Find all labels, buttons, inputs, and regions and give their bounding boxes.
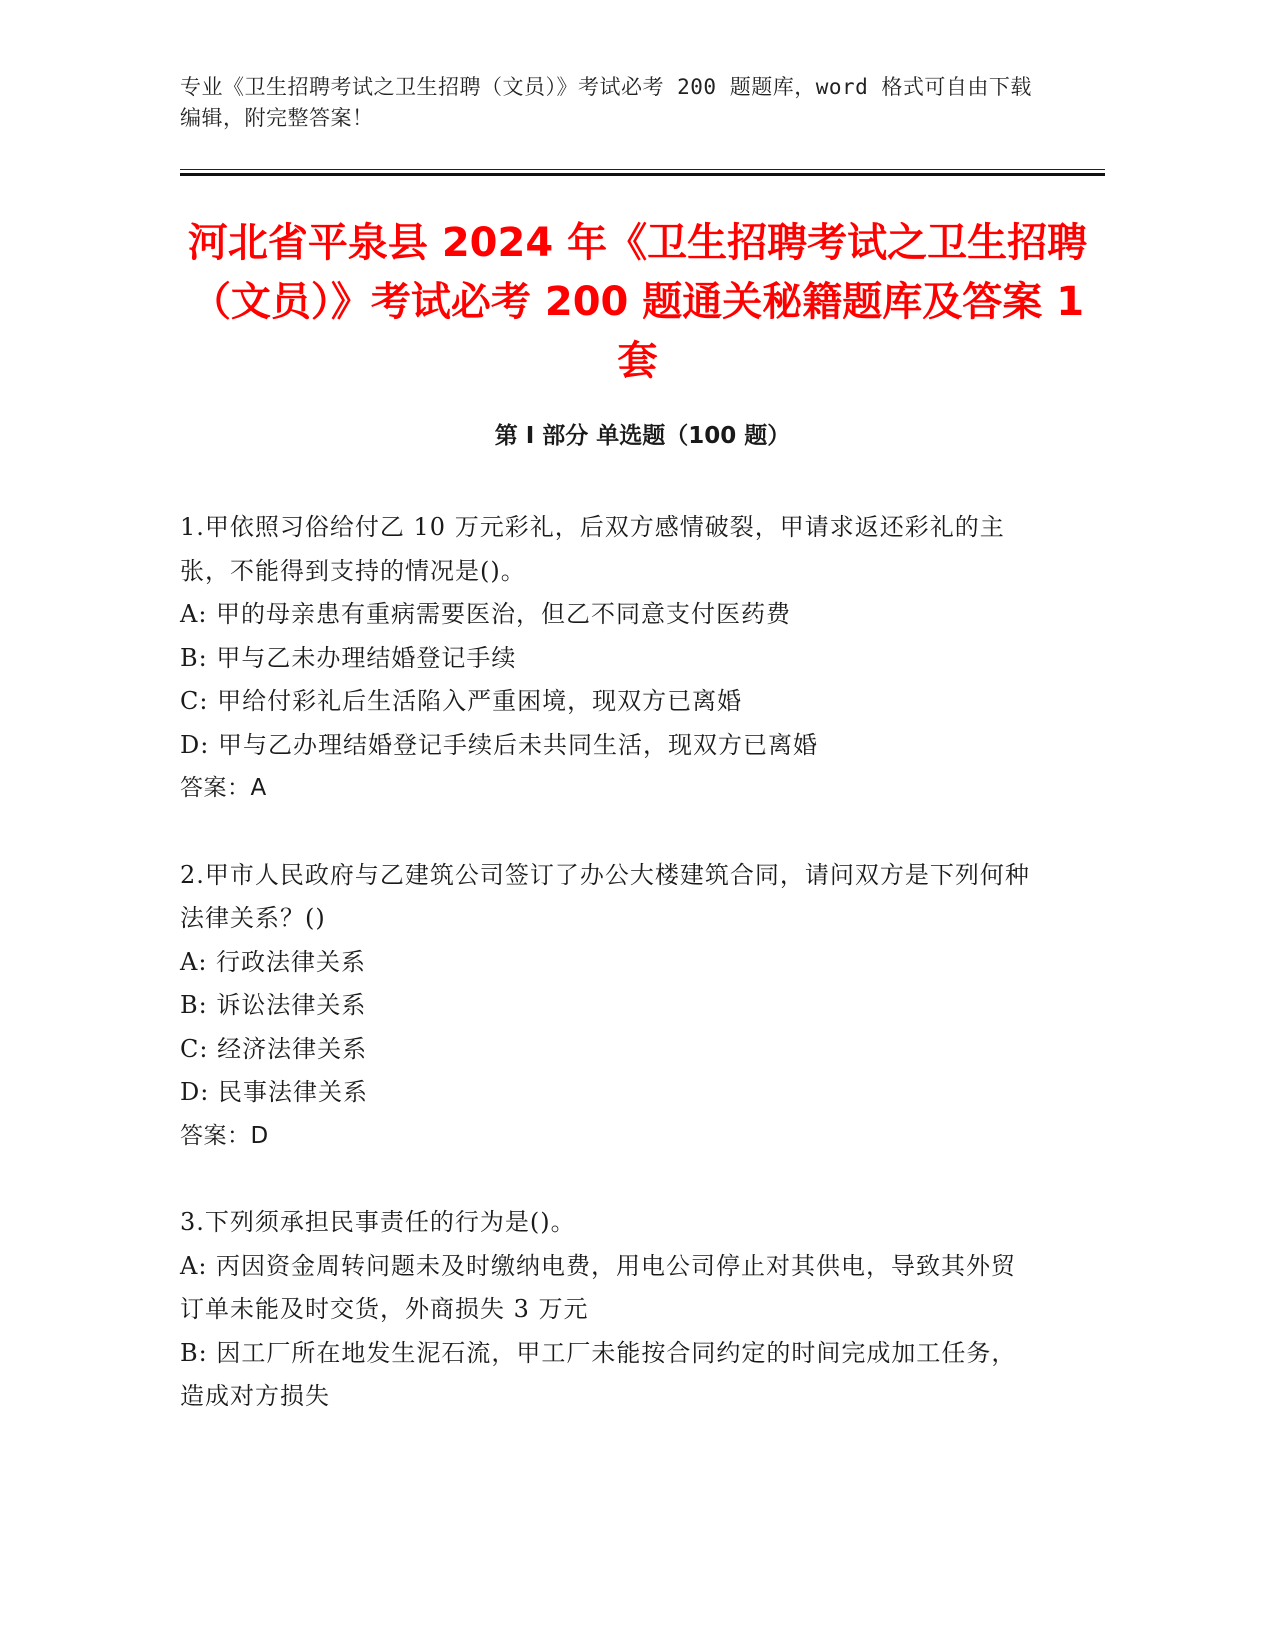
option-a: A: 甲的母亲患有重病需要医治，但乙不同意支付医药费 (180, 600, 792, 628)
header-note: 专业《卫生招聘考试之卫生招聘（文员）》考试必考 200 题题库，word 格式可自由下载编辑，附完整答案！ (180, 75, 1032, 130)
question-2 (180, 854, 1040, 1159)
header-rule-thin (180, 169, 1105, 170)
option-b: B: 甲与乙未办理结婚登记手续 (180, 643, 517, 672)
question-1 (180, 506, 1040, 811)
option-a: A: 丙因资金周转问题未及时缴纳电费，用电公司停止对其供电，导致其外贸订单未能及时交货，外商损失 3 万元 (180, 1251, 1017, 1323)
option-c: C: 甲给付彩礼后生活陷入严重困境，现双方已离婚 (180, 687, 743, 715)
option-a: A: 行政法律关系 (180, 947, 367, 976)
question-list (180, 506, 1040, 1462)
document-title: 河北省平泉县 2024 年《卫生招聘考试之卫生招聘（文员）》考试必考 200 题通关秘籍题库及答案 1 套 (187, 220, 1088, 384)
option-c: C: 经济法律关系 (180, 1034, 368, 1063)
option-d: D: 民事法律关系 (180, 1078, 368, 1106)
option-b: B: 因工厂所在地发生泥石流，甲工厂未能按合同约定的时间完成加工任务，造成对方损失 (180, 1338, 1017, 1410)
question-stem: 1.甲依照习俗给付乙 10 万元彩礼，后双方感情破裂，甲请求返还彩礼的主张，不能得到支持的情况是()。 (180, 513, 1005, 585)
answer: 答案：A (180, 775, 267, 801)
question-3 (180, 1201, 1040, 1419)
option-b: B: 诉讼法律关系 (180, 991, 367, 1019)
header-rule-thick (180, 173, 1105, 176)
option-d: D: 甲与乙办理结婚登记手续后未共同生活，现双方已离婚 (180, 730, 818, 759)
question-stem: 2.甲市人民政府与乙建筑公司签订了办公大楼建筑合同，请问双方是下列何种法律关系？() (180, 860, 1030, 932)
section-title: 第 I 部分 单选题（100 题） (494, 423, 791, 449)
answer: 答案：D (180, 1122, 269, 1149)
question-stem: 3.下列须承担民事责任的行为是()。 (180, 1208, 576, 1236)
